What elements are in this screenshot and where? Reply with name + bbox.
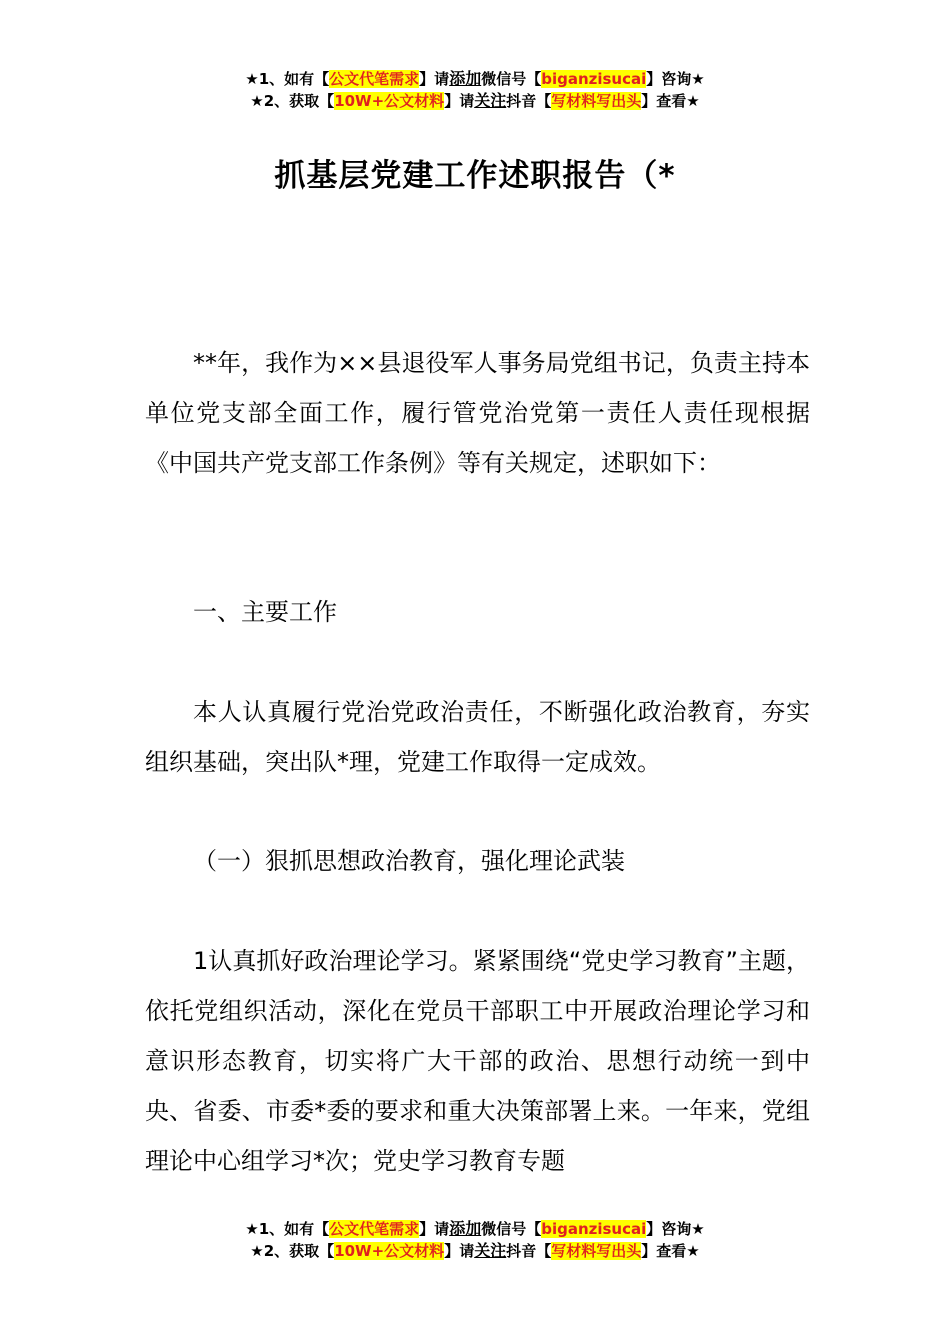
bottom-ad-banner <box>0 1218 950 1262</box>
ad-line-1: ★1、如有【公文代笔需求】请添加微信号【biganzisucai】咨询★ <box>245 1219 705 1238</box>
paragraph-text: **年，我作为××县退役军人事务局党组书记，负责主持本单位党支部全面工作，履行管党治党第一责任人责任现根据《中国共产党支部工作条例》等有关规定，述职如下： <box>145 349 810 477</box>
ad-highlight: 公文代笔需求 <box>329 1220 420 1238</box>
heading-text: （一）狠抓思想政治教育，强化理论武装 <box>193 847 625 875</box>
paragraph-text: 本人认真履行党治党政治责任，不断强化政治教育，夯实组织基础，突出队*理，党建工作取得一定成效。 <box>145 698 810 776</box>
subsection-heading-ideology <box>145 836 810 886</box>
ad-highlight: 10W+公文材料 <box>334 1242 445 1260</box>
ad-emphasis: 关注 <box>474 1241 507 1260</box>
body-paragraph-summary <box>145 687 810 787</box>
ad-highlight: 公文代笔需求 <box>329 70 420 88</box>
ad-wechat-id: biganzisucai <box>541 70 647 88</box>
document-title: 抓基层党建工作述职报告（* <box>274 158 676 194</box>
top-ad-banner <box>0 68 950 112</box>
ad-line-2: ★2、获取【10W+公文材料】请关注抖音【写材料写出头】查看★ <box>250 91 700 110</box>
ad-highlight: 10W+公文材料 <box>334 92 445 110</box>
body-paragraph-intro <box>145 338 810 488</box>
ad-douyin-name: 写材料写出头 <box>551 92 642 110</box>
ad-wechat-id: biganzisucai <box>541 1220 647 1238</box>
heading-text: 一、主要工作 <box>193 598 337 626</box>
ad-emphasis: 添加 <box>449 1219 482 1238</box>
ad-douyin-name: 写材料写出头 <box>551 1242 642 1260</box>
ad-line-1: ★1、如有【公文代笔需求】请添加微信号【biganzisucai】咨询★ <box>245 69 705 88</box>
ad-emphasis: 添加 <box>449 69 482 88</box>
paragraph-text: 1认真抓好政治理论学习。紧紧围绕“党史学习教育”主题，依托党组织活动，深化在党员干部职工中开展政治理论学习和意识形态教育，切实将广大干部的政治、思想行动统一到中央、省委、市委*委的要求和重大决策部署上来。一年来，党组理论中心组学习*次；党史学习教育专题 <box>145 947 810 1175</box>
body-paragraph-theory-study <box>145 936 810 1186</box>
section-heading-main-work <box>145 587 810 637</box>
ad-line-2: ★2、获取【10W+公文材料】请关注抖音【写材料写出头】查看★ <box>250 1241 700 1260</box>
ad-emphasis: 关注 <box>474 91 507 110</box>
